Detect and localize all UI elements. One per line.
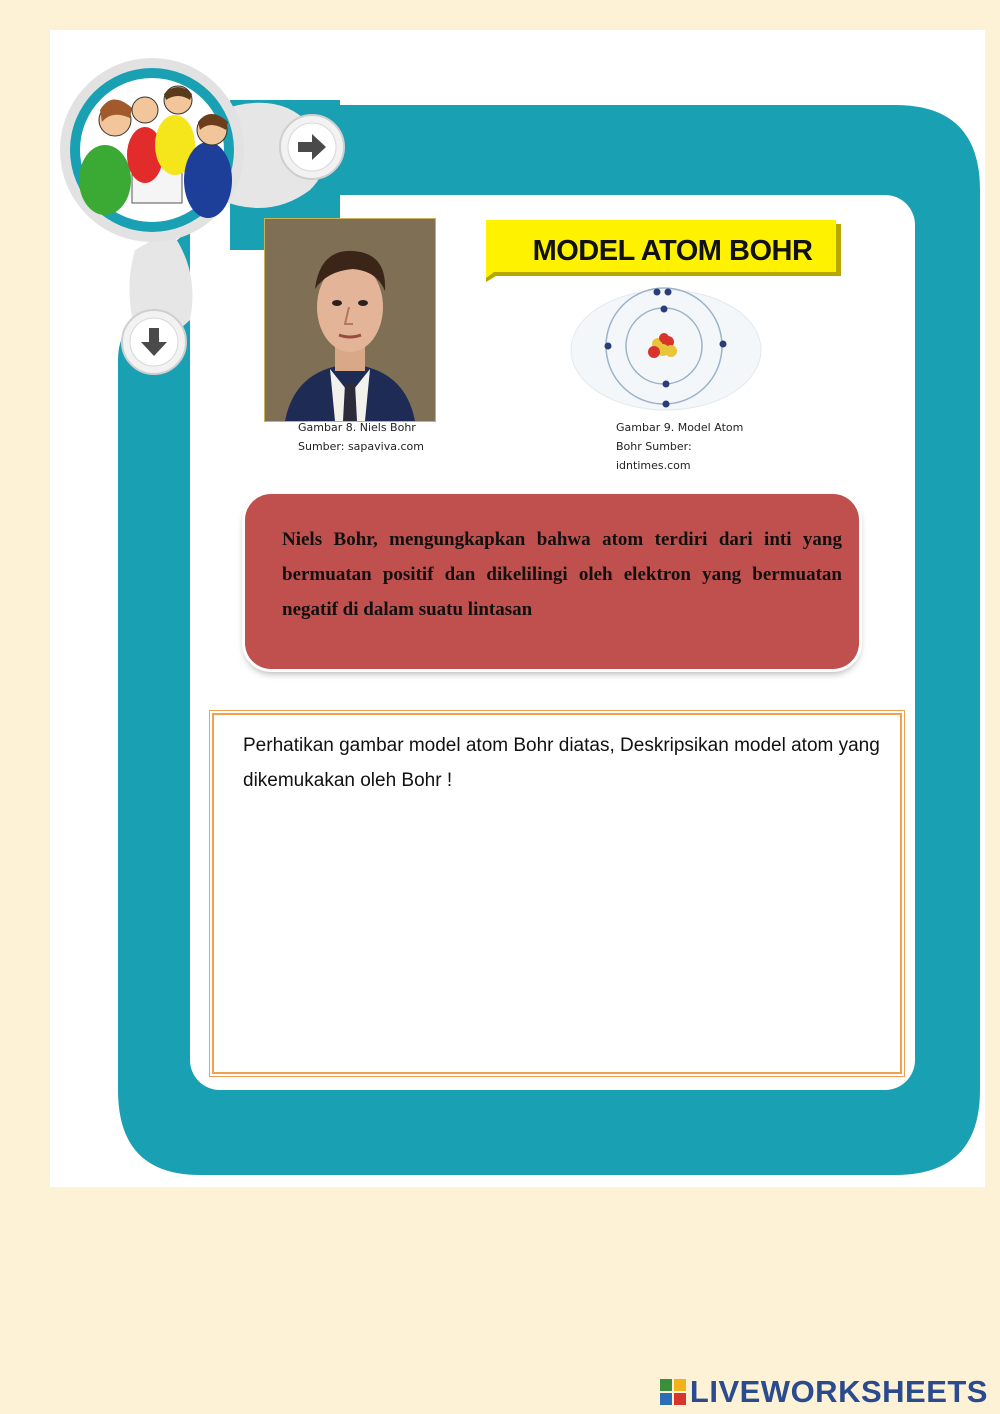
portrait-caption: Gambar 8. Niels Bohr Sumber: sapaviva.com: [298, 421, 424, 453]
arrow-right-icon: [280, 115, 344, 179]
liveworksheets-logo: [660, 1374, 988, 1410]
arrow-down-icon: [122, 310, 186, 374]
page-title: MODEL ATOM BOHR: [532, 234, 813, 267]
bohr-atom-model-diagram: [568, 286, 764, 414]
statement-text: Niels Bohr, mengungkapkan bahwa atom terdiri dari inti yang bermuatan positif dan dikelilingi oleh elektron yang bermuatan negatif di dalam suatu lintasan: [282, 529, 842, 620]
liveworksheets-logo-icon: [660, 1379, 686, 1405]
brand-name: LIVEWORKSHEETS: [689, 1374, 988, 1409]
question-prompt: Perhatikan gambar model atom Bohr diatas, Deskripsikan model atom yang dikemukakan oleh Bohr !: [243, 735, 880, 791]
atom-model-caption: Gambar 9. Model Atom Bohr Sumber: idntimes.com: [616, 421, 744, 472]
niels-bohr-portrait: [264, 218, 436, 422]
